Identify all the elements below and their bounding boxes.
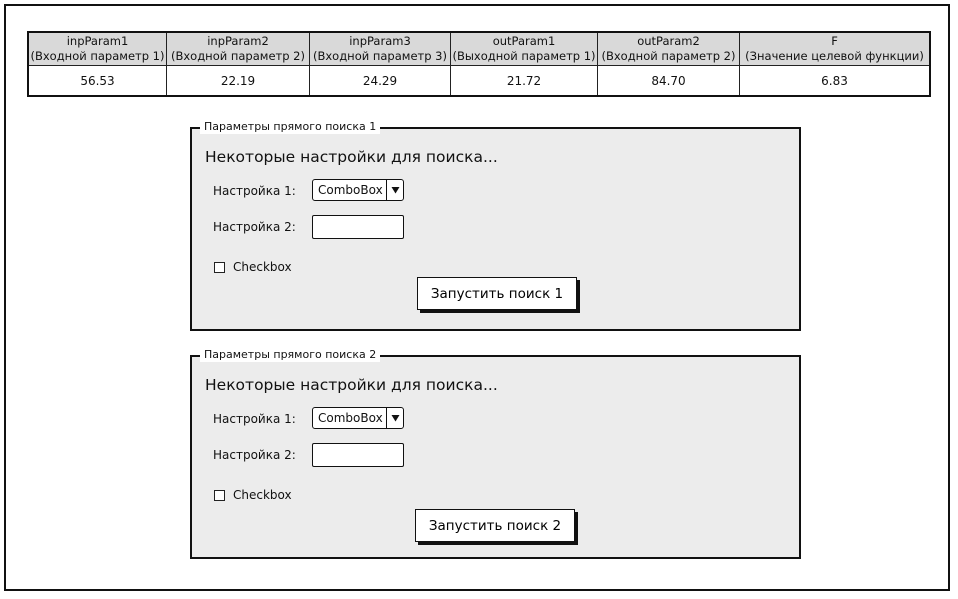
column-description: (Входной параметр 3) xyxy=(313,49,447,63)
column-description: (Входной параметр 2) xyxy=(171,49,305,63)
table-column xyxy=(167,33,310,95)
table-cell: 22.19 xyxy=(220,73,256,88)
checkbox-row[interactable] xyxy=(214,488,292,502)
group-legend: Параметры прямого поиска 1 xyxy=(200,120,380,134)
table-column xyxy=(29,33,167,95)
column-name: inpParam3 xyxy=(349,34,411,48)
table-cell: 56.53 xyxy=(80,73,115,88)
setting-2-label: Настройка 2: xyxy=(213,220,296,234)
group-legend: Параметры прямого поиска 2 xyxy=(200,348,380,362)
table-column xyxy=(451,33,598,95)
table-cell: 6.83 xyxy=(821,73,848,88)
run-search-1-button[interactable]: Запустить поиск 1 xyxy=(417,277,577,310)
table-column xyxy=(310,33,451,95)
checkbox[interactable] xyxy=(214,490,225,501)
run-search-2-button[interactable]: Запустить поиск 2 xyxy=(415,509,575,542)
column-description: (Значение целевой функции) xyxy=(745,49,924,63)
setting-2-input[interactable] xyxy=(312,443,404,467)
table-cell: 84.70 xyxy=(651,73,686,88)
params-table xyxy=(27,31,931,97)
checkbox-label: Checkbox xyxy=(233,488,292,502)
column-name: F xyxy=(831,34,838,48)
table-column xyxy=(740,33,929,95)
search-group-1 xyxy=(190,120,801,331)
combobox-value: ComboBox xyxy=(318,411,383,425)
table-cell: 24.29 xyxy=(362,73,398,88)
setting-1-label: Настройка 1: xyxy=(213,412,296,426)
column-name: inpParam1 xyxy=(66,34,129,48)
column-description: (Входной параметр 2) xyxy=(601,49,736,63)
checkbox-label: Checkbox xyxy=(233,260,292,274)
column-header xyxy=(598,33,739,66)
table-cell: 21.72 xyxy=(506,73,542,88)
column-header xyxy=(167,33,309,66)
combobox-value: ComboBox xyxy=(318,183,383,197)
column-header xyxy=(740,33,929,66)
column-header xyxy=(451,33,597,66)
setting-1-label: Настройка 1: xyxy=(213,184,296,198)
column-description: (Выходной параметр 1) xyxy=(452,49,596,63)
chevron-down-icon[interactable] xyxy=(386,180,403,200)
setting-1-combobox[interactable] xyxy=(312,407,404,429)
setting-1-combobox[interactable] xyxy=(312,179,404,201)
column-header xyxy=(29,33,166,66)
chevron-down-icon[interactable] xyxy=(386,408,403,428)
column-name: inpParam2 xyxy=(207,34,269,48)
setting-2-input[interactable] xyxy=(312,215,404,239)
setting-2-label: Настройка 2: xyxy=(213,448,296,462)
column-name: outParam1 xyxy=(492,34,556,48)
checkbox-row[interactable] xyxy=(214,260,292,274)
checkbox[interactable] xyxy=(214,262,225,273)
group-heading: Некоторые настройки для поиска... xyxy=(205,148,498,166)
table-column xyxy=(598,33,740,95)
column-header xyxy=(310,33,450,66)
column-description: (Входной параметр 1) xyxy=(30,49,165,63)
column-name: outParam2 xyxy=(637,34,700,48)
search-group-2 xyxy=(190,348,801,559)
group-heading: Некоторые настройки для поиска... xyxy=(205,376,498,394)
